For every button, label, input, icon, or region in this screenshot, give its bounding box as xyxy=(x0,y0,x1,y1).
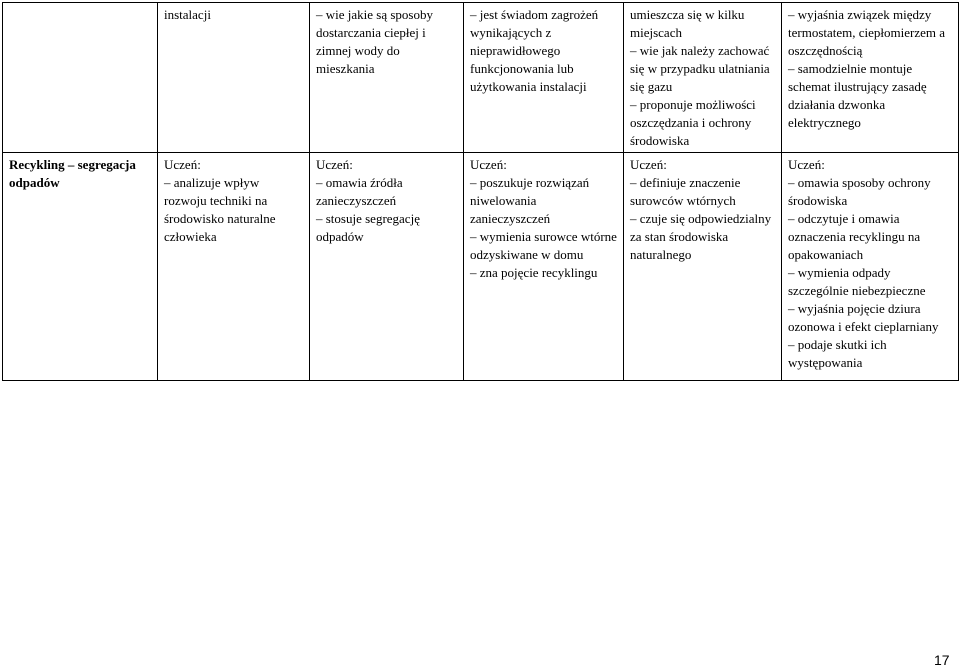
list-item: – czuje się odpowiedzialny za stan środowiska naturalnego xyxy=(630,210,775,264)
cell-text: Uczeń: xyxy=(316,157,353,172)
table-row xyxy=(3,3,959,153)
list-item: – poszukuje rozwiązań niwelowania zanieczyszczeń xyxy=(470,174,617,228)
list-item: – wyjaśnia pojęcie dziura ozonowa i efekt cieplarniany xyxy=(788,300,952,336)
cell-text: Uczeń: xyxy=(164,157,201,172)
list-item: – zna pojęcie recyklingu xyxy=(470,264,617,282)
cell-text: instalacji xyxy=(164,7,211,22)
cell-level-5 xyxy=(782,3,959,153)
list-item: – wie jak należy zachować się w przypadku ulatniania się gazu xyxy=(630,42,775,96)
list-item: – stosuje segregację odpadów xyxy=(316,210,457,246)
cell-topic xyxy=(3,153,158,381)
list-item: – podaje skutki ich występowania xyxy=(788,336,952,372)
cell-level-5 xyxy=(782,153,959,381)
cell-level-4 xyxy=(624,3,782,153)
list-item: – wyjaśnia związek między termostatem, ciepłomierzem a oszczędnością xyxy=(788,6,952,60)
cell-level-3 xyxy=(464,153,624,381)
cell-level-3 xyxy=(464,3,624,153)
list-item: – wie jakie są sposoby dostarczania ciepłej i zimnej wody do mieszkania xyxy=(316,6,457,78)
list-item: – wymienia surowce wtórne odzyskiwane w domu xyxy=(470,228,617,264)
cell-level-2 xyxy=(310,3,464,153)
cell-level-2 xyxy=(310,153,464,381)
list-item: – odczytuje i omawia oznaczenia recyklingu na opakowaniach xyxy=(788,210,952,264)
cell-text: Uczeń: xyxy=(630,157,667,172)
cell-topic xyxy=(3,3,158,153)
cell-level-1 xyxy=(158,3,310,153)
curriculum-table xyxy=(2,2,959,381)
list-item: – proponuje możliwości oszczędzania i ochrony środowiska xyxy=(630,96,775,150)
list-item: – wymienia odpady szczególnie niebezpieczne xyxy=(788,264,952,300)
list-item: – omawia źródła zanieczyszczeń xyxy=(316,174,457,210)
list-item: – samodzielnie montuje schemat ilustrujący zasadę działania dzwonka elektrycznego xyxy=(788,60,952,132)
cell-text: umieszcza się w kilku miejscach xyxy=(630,7,745,40)
topic-title: Recykling – segregacja odpadów xyxy=(9,157,136,190)
list-item: – definiuje znaczenie surowców wtórnych xyxy=(630,174,775,210)
list-item: – omawia sposoby ochrony środowiska xyxy=(788,174,952,210)
cell-text: Uczeń: xyxy=(788,157,825,172)
list-item: – jest świadom zagrożeń wynikających z nieprawidłowego funkcjonowania lub użytkowania instalacji xyxy=(470,6,617,96)
cell-text: Uczeń: xyxy=(470,157,507,172)
page-number: 17 xyxy=(934,652,950,668)
list-item: – analizuje wpływ rozwoju techniki na środowisko naturalne człowieka xyxy=(164,174,303,246)
cell-level-1 xyxy=(158,153,310,381)
table-row xyxy=(3,153,959,381)
cell-level-4 xyxy=(624,153,782,381)
